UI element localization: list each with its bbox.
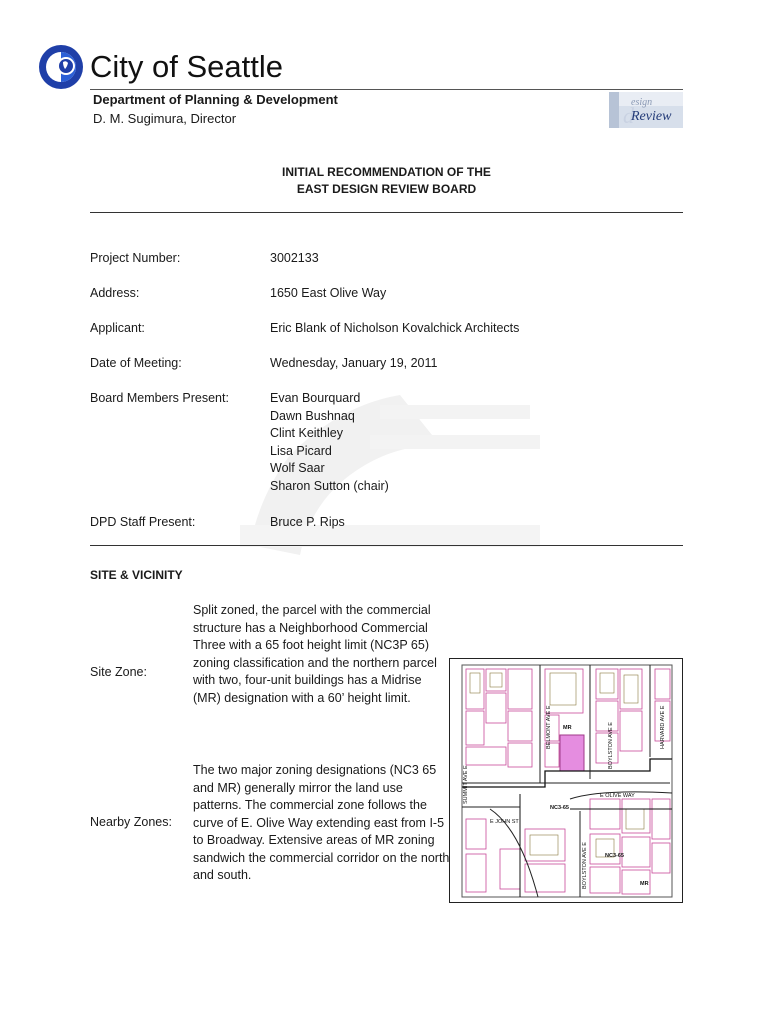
department-name: Department of Planning & Development [93,92,338,107]
document-title [90,164,683,198]
title-line-1: INITIAL RECOMMENDATION OF THE [282,165,491,179]
board-member: Evan Bourquard [270,391,361,405]
title-line-2: EAST DESIGN REVIEW BOARD [296,182,477,196]
svg-text:NC3-65: NC3-65 [550,805,569,811]
svg-text:E OLIVE WAY: E OLIVE WAY [600,793,635,799]
title-divider [90,212,683,213]
svg-text:esign: esign [631,97,653,108]
staff-value: Bruce P. Rips [270,515,345,529]
meeting-date-label: Date of Meeting: [90,356,182,370]
svg-text:HARVARD AVE E: HARVARD AVE E [660,705,666,749]
board-members-list [270,390,389,495]
fields-divider [90,545,683,546]
svg-text:BOYLSTON AVE E: BOYLSTON AVE E [608,722,614,769]
svg-text:d: d [623,103,634,128]
address-value: 1650 East Olive Way [270,286,387,300]
board-member: Dawn Bushnaq [270,408,355,423]
site-vicinity-heading: SITE & VICINITY [90,568,183,582]
header-divider [90,89,683,90]
zoning-map-drawing [450,659,682,902]
applicant-label: Applicant: [90,321,145,335]
board-member: Sharon Sutton (chair) [270,478,389,493]
city-seal-logo-icon [38,44,84,90]
svg-text:BELMONT AVE E: BELMONT AVE E [546,705,552,749]
site-zone-label: Site Zone: [90,665,147,679]
staff-label: DPD Staff Present: [90,515,196,529]
project-number-value: 3002133 [270,251,319,265]
board-member: Lisa Picard [270,443,332,458]
svg-text:BOYLSTON AVE E: BOYLSTON AVE E [582,842,588,889]
project-number-label: Project Number: [90,251,181,265]
board-member: Wolf Saar [270,461,325,475]
board-members-label: Board Members Present: [90,391,229,405]
svg-text:MR: MR [563,725,572,731]
svg-text:NC3-65: NC3-65 [605,853,624,859]
nearby-zones-text: The two major zoning designations (NC3 65 and MR) generally mirror the land use patterns. The commercial zone follows the curve of E. Olive Way extending east from I-5 to Broadway. Extensive areas of MR zoning sandwich the commercial corridor on the north and south. [193,763,450,882]
nearby-zones-label: Nearby Zones: [90,815,172,829]
address-label: Address: [90,286,140,300]
director-name: D. M. Sugimura, Director [93,111,237,126]
design-review-logo-icon [609,92,683,128]
city-name: City of Seattle [90,49,283,84]
zoning-map [449,658,683,903]
svg-text:SUMMIT AVE E: SUMMIT AVE E [463,765,469,804]
svg-text:MR: MR [640,881,649,887]
board-member: Clint Keithley [270,426,343,440]
applicant-value: Eric Blank of Nicholson Kovalchick Architects [270,321,520,335]
meeting-date-value: Wednesday, January 19, 2011 [270,356,438,370]
svg-text:Review: Review [631,109,672,124]
site-zone-text: Split zoned, the parcel with the commercial structure has a Neighborhood Commercial Three with a 65 foot height limit (NC3P 65) zoning classification and the northern parcel with two, four-unit buildings has a Midrise (MR) designation with a 60’ height limit. [193,603,437,705]
svg-text:E JOHN ST: E JOHN ST [490,819,519,825]
